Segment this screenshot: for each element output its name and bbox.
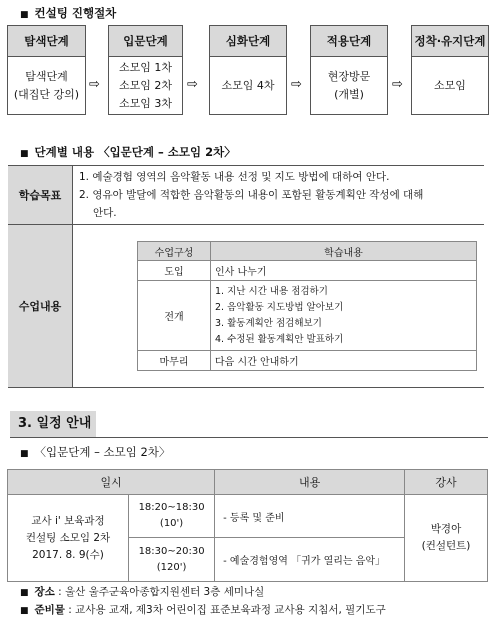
square-bullet-icon: ■ [20,588,29,598]
stage-header: 입문단계 [109,26,182,57]
col-header-content: 학습내용 [211,242,477,261]
schedule-table [7,469,488,582]
instructor-name: 박경아 [430,523,462,535]
stage-text: (대집단 강의) [13,88,80,101]
place-line [20,584,264,599]
col-header-stage: 수업구성 [138,242,211,261]
instructor-cell [405,495,488,582]
row-item: 4. 수정된 활동계획안 발표하기 [215,333,344,345]
right-arrow-icon: ⇨ [89,77,100,92]
stage-text: 현장방문 [327,70,371,83]
square-bullet-icon: ■ [20,10,29,20]
square-bullet-icon: ■ [20,606,29,616]
goal-line: 1. 예술경험 영역의 음악활동 내용 선정 및 지도 방법에 대하여 안다. [79,171,390,183]
supplies-label: 준비물 [34,604,65,616]
square-bullet-icon: ■ [20,149,29,159]
col-header-instructor: 강사 [405,470,488,495]
stage-text: 소모임 1차 [119,61,172,74]
row-item: 1. 지난 시간 내용 점검하기 [215,285,328,297]
duration: (120') [156,561,187,573]
stage-text: 소모임 [434,79,466,92]
class-content-label: 수업내용 [8,225,73,388]
event-line: 교사 i' 보육과정 [31,514,105,527]
stage-text: 소모임 4차 [221,79,275,92]
time-range: 18:20~18:30 [138,502,205,513]
col-header-datetime: 일시 [8,470,215,495]
duration: (10') [159,518,184,529]
row-item: 다음 시간 안내하기 [211,351,477,371]
row-stage: 도입 [138,261,211,281]
time-cell [129,538,215,582]
row-item: 인사 나누기 [211,261,477,281]
stage-text: (개별) [334,88,364,101]
row-stage: 전개 [138,281,211,351]
section-heading-stage-content: ■ 단계별 내용 〈입문단계 – 소모임 2차〉 [20,145,236,159]
stage-header: 정착·유지단계 [412,26,488,57]
slot-content: - 예술경험영역 「귀가 열리는 음악」 [215,538,405,582]
stage-box-intro [108,25,183,115]
time-cell [129,495,215,538]
col-header-content: 내용 [215,470,405,495]
title-underline [10,437,488,438]
stage-text: 소모임 3차 [119,97,172,110]
learning-goal-table [8,165,484,388]
stage-box-explore [7,25,86,115]
event-cell [8,495,129,582]
square-bullet-icon: ■ [20,449,29,459]
slot-content: - 등록 및 준비 [215,495,405,538]
stage-text: 탐색단계 [25,70,68,83]
stage-header: 적용단계 [311,26,387,57]
section-heading-procedure: ■ 컨설팅 진행절차 [20,6,117,20]
schedule-subtitle: ■ 〈입문단계 – 소모임 2차〉 [20,445,171,459]
row-item: 2. 음악활동 지도방법 알아보기 [215,301,344,313]
event-line: 2017. 8. 9(수) [32,548,104,561]
row-stage: 마무리 [138,351,211,371]
place-label: 장소 [34,586,55,598]
goal-line: 안다. [93,207,117,219]
stage-box-settle [411,25,489,115]
time-range: 18:30~20:30 [138,545,205,557]
goal-label: 학습목표 [8,166,73,225]
stage-header: 심화단계 [210,26,286,57]
stage-header: 탐색단계 [8,26,85,57]
stage-box-apply [310,25,388,115]
stage-box-deepen [209,25,287,115]
event-line: 컨설팅 소모임 2차 [25,531,111,544]
right-arrow-icon: ⇨ [392,77,403,92]
instructor-role: (컨설턴트) [421,540,471,552]
row-item: 3. 활동계획안 점검해보기 [215,317,322,329]
supplies-value: : 교사용 교재, 제3차 어린이집 표준보육과정 교사용 지침서, 필기도구 [64,604,386,616]
goal-content [73,166,485,225]
place-value: : 울산 울주군육아종합지원센터 3층 세미나실 [54,586,265,598]
right-arrow-icon: ⇨ [187,77,198,92]
class-content-table [137,241,477,371]
stage-text: 소모임 2차 [119,79,172,92]
section-title-schedule: 3. 일정 안내 [10,411,96,437]
right-arrow-icon: ⇨ [291,77,302,92]
supplies-line [20,602,386,617]
class-content-cell [73,225,485,388]
goal-line: 2. 영유아 발달에 적합한 음악활동의 내용이 포함된 활동계획안 작성에 대해 [79,189,424,201]
